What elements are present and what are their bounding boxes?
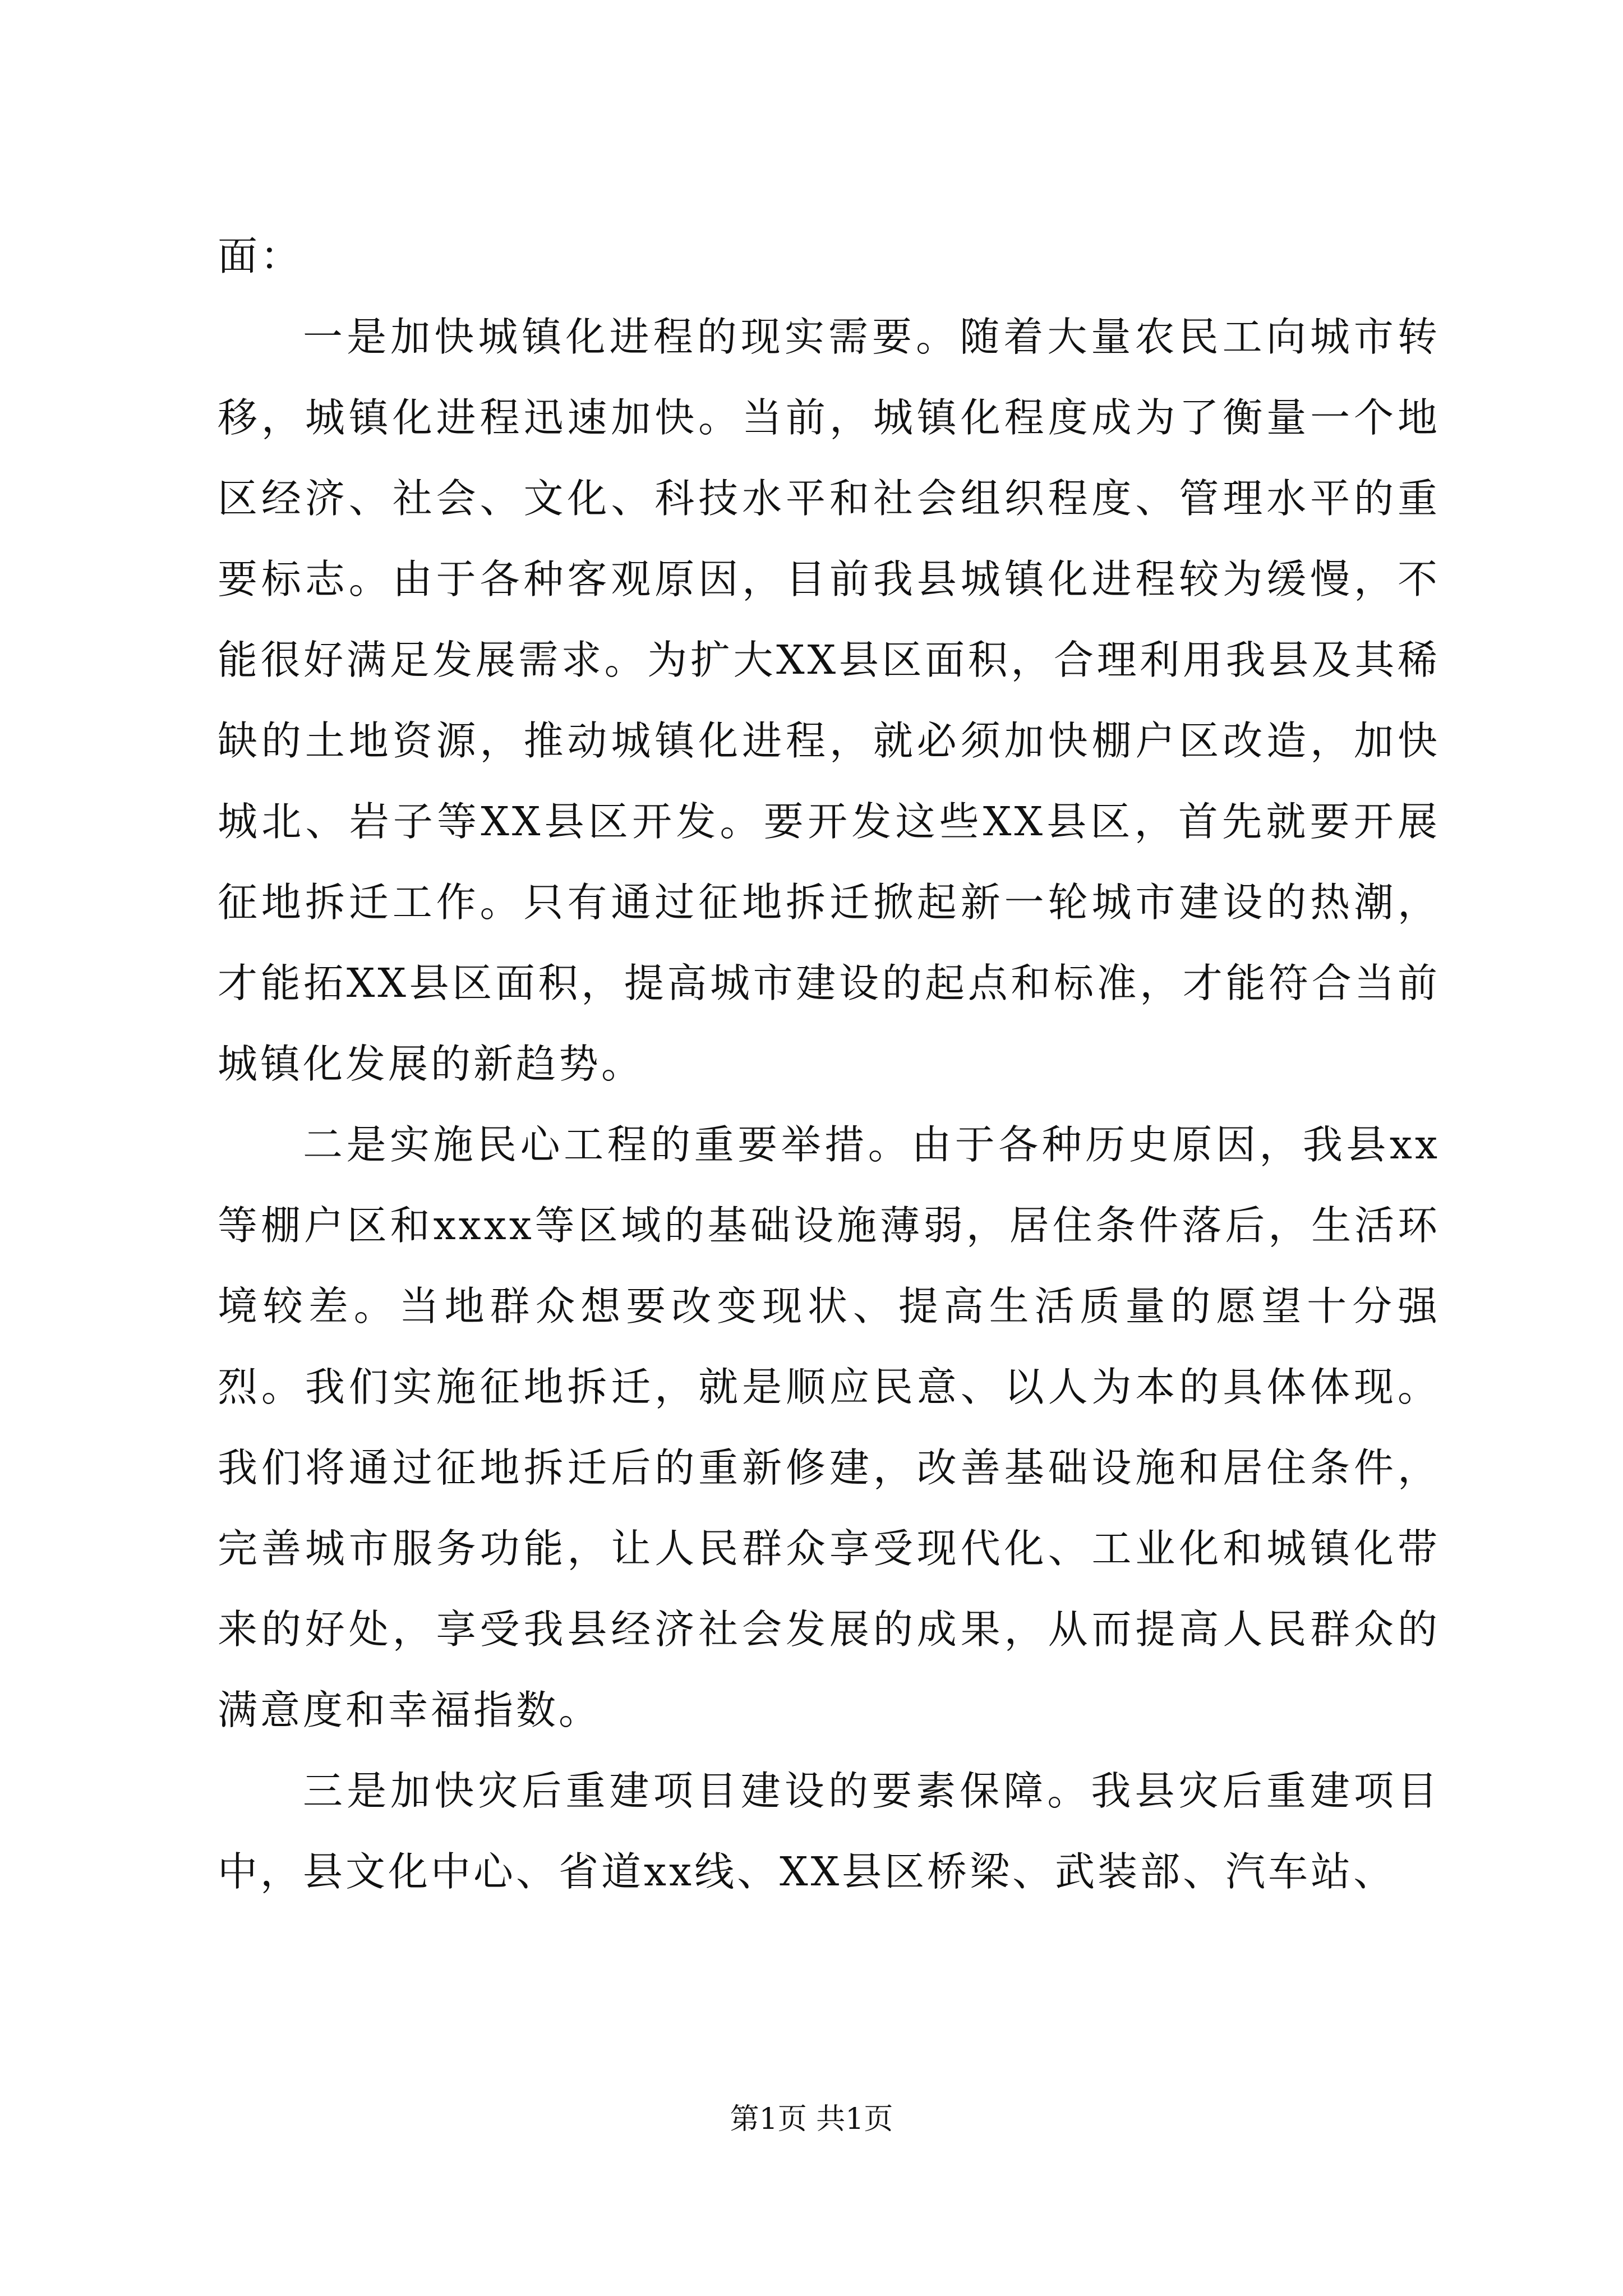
paragraph-urbanization: 一是加快城镇化进程的现实需要。随着大量农民工向城市转移，城镇化进程迅速加快。当前，城镇化程度成为了衡量一个地区经济、社会、文化、科技水平和社会组织程度、管理水平的重要标志。由于各种客观原因，目前我县城镇化进程较为缓慢，不能很好满足发展需求。为扩大XX县区面积，合理利用我县及其稀缺的土地资源，推动城镇化进程，就必须加快棚户区改造，加快城北、岩子等XX县区开发。要开发这些XX县区，首先就要开展征地拆迁工作。只有通过征地拆迁掀起新一轮城市建设的热潮，才能拓XX县区面积，提高城市建设的起点和标准，才能符合当前城镇化发展的新趋势。 <box>218 314 1440 1087</box>
page-footer <box>0 2097 1623 2142</box>
page-number-label: 第1页 共1页 <box>730 2102 893 2136</box>
paragraph-reconstruction: 三是加快灾后重建项目建设的要素保障。我县灾后重建项目中，县文化中心、省道xx线、XX县区桥梁、武装部、汽车站、 <box>218 1768 1440 1895</box>
paragraph-livelihood-project: 二是实施民心工程的重要举措。由于各种历史原因，我县xx等棚户区和xxxx等区域的基础设施薄弱，居住条件落后，生活环境较差。当地群众想要改变现状、提高生活质量的愿望十分强烈。我们实施征地拆迁，就是顺应民意、以人为本的具体体现。我们将通过征地拆迁后的重新修建，改善基础设施和居住条件，完善城市服务功能，让人民群众享受现代化、工业化和城镇化带来的好处，享受我县经济社会发展的成果，从而提高人民群众的满意度和幸福指数。 <box>218 1121 1440 1733</box>
paragraph-continuation: 面： <box>218 233 303 279</box>
document-body <box>218 216 1440 1912</box>
